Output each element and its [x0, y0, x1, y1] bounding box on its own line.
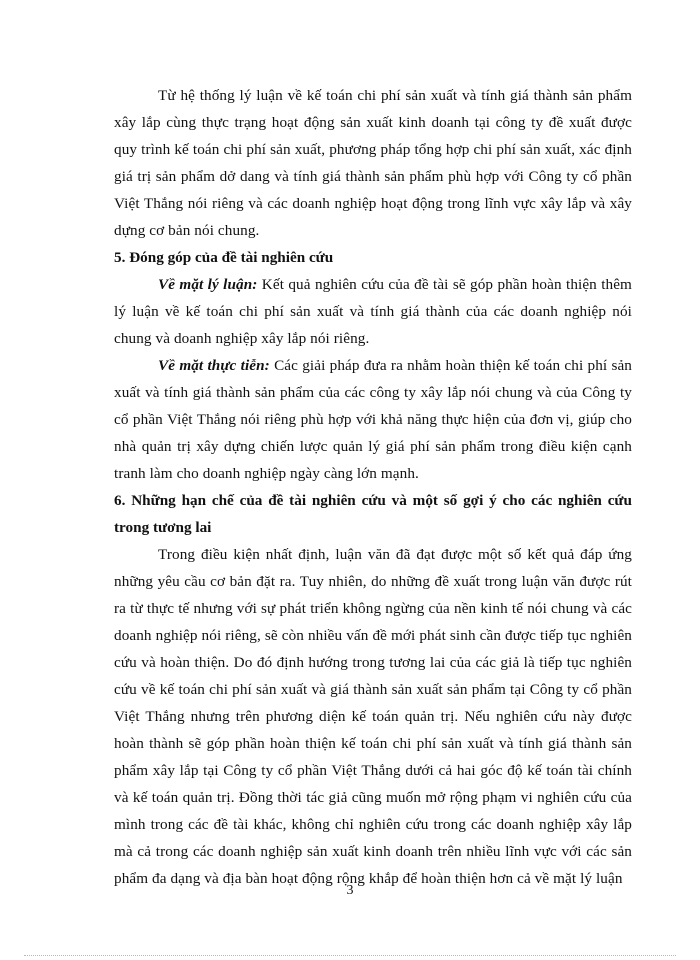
page-number: 3	[346, 883, 354, 898]
practice-text: Các giải pháp đưa ra nhằm hoàn thiện kế toán chi phí sản xuất và tính giá thành sản phẩm của các công ty xây lắp nói chung và của Công ty cổ phần Việt Thắng nói riêng phù hợp với khả năng thực hiện của đơn vị, giúp cho nhà quản trị xây dựng chiến lược quản lý giá phí sản phẩm trong điều kiện cạnh tranh làm cho doanh nghiệp ngày càng lớn mạnh.	[114, 357, 632, 482]
page-bottom-divider	[24, 955, 676, 956]
theory-lead: Về mặt lý luận:	[158, 276, 258, 293]
theory-text: Kết quả nghiên cứu của đề tài sẽ góp phần hoàn thiện thêm lý luận về kế toán chi phí sản xuất và tính giá thành của các doanh nghiệp nói chung và doanh nghiệp xây lắp nói riêng.	[114, 276, 632, 347]
section-5-heading: 5. Đóng góp của đề tài nghiên cứu	[114, 249, 334, 266]
limitations-paragraph: Trong điều kiện nhất định, luận văn đã đạt được một số kết quả đáp ứng những yêu cầu cơ bản đặt ra. Tuy nhiên, do những đề xuất trong luận văn được rút ra từ thực tế nhưng với sự phát triển không ngừng của nền kinh tế nói chung và các doanh nghiệp nói riêng, sẽ còn nhiều vấn đề mới phát sinh cần được tiếp tục nghiên cứu và hoàn thiện. Do đó định hướng trong tương lai của các giả là tiếp tục nghiên cứu về kế toán chi phí sản xuất và giá thành sản xuất sản phẩm tại Công ty cổ phần Việt Thắng nhưng trên phương diện kế toán quản trị. Nếu nghiên cứu này được hoàn thành sẽ góp phần hoàn thiện kế toán chi phí sản xuất và tính giá thành sản phẩm xây lắp tại Công ty cổ phần Việt Thắng dưới cả hai góc độ kế toán tài chính và kế toán quản trị. Đồng thời tác giả cũng muốn mở rộng phạm vi nghiên cứu của mình trong các đề tài khác, không chỉ nghiên cứu trong các doanh nghiệp xây lắp mà cả trong các doanh nghiệp sản xuất kinh doanh trên nhiều lĩnh vực với các sản phẩm đa dạng và địa bàn hoạt động rộng khắp để hoàn thiện hơn cả về mặt lý luận	[114, 546, 632, 887]
page-content	[114, 82, 632, 892]
theory-contribution-paragraph	[114, 271, 632, 352]
section-6-heading: 6. Những hạn chế của đề tài nghiên cứu và một số gợi ý cho các nghiên cứu trong tương lai	[114, 492, 632, 536]
practice-contribution-paragraph	[114, 352, 632, 487]
intro-paragraph: Từ hệ thống lý luận về kế toán chi phí sản xuất và tính giá thành sản phẩm xây lắp cùng thực trạng hoạt động sản xuất kinh doanh tại công ty đề xuất được quy trình kế toán chi phí sản xuất, phương pháp tổng hợp chi phí sản xuất, xác định giá trị sản phẩm dở dang và tính giá thành sản phẩm phù hợp với Công ty cổ phần Việt Thắng nói riêng và các doanh nghiệp hoạt động trong lĩnh vực xây lắp và xây dựng cơ bản nói chung.	[114, 87, 632, 239]
practice-lead: Về mặt thực tiễn:	[158, 357, 270, 374]
